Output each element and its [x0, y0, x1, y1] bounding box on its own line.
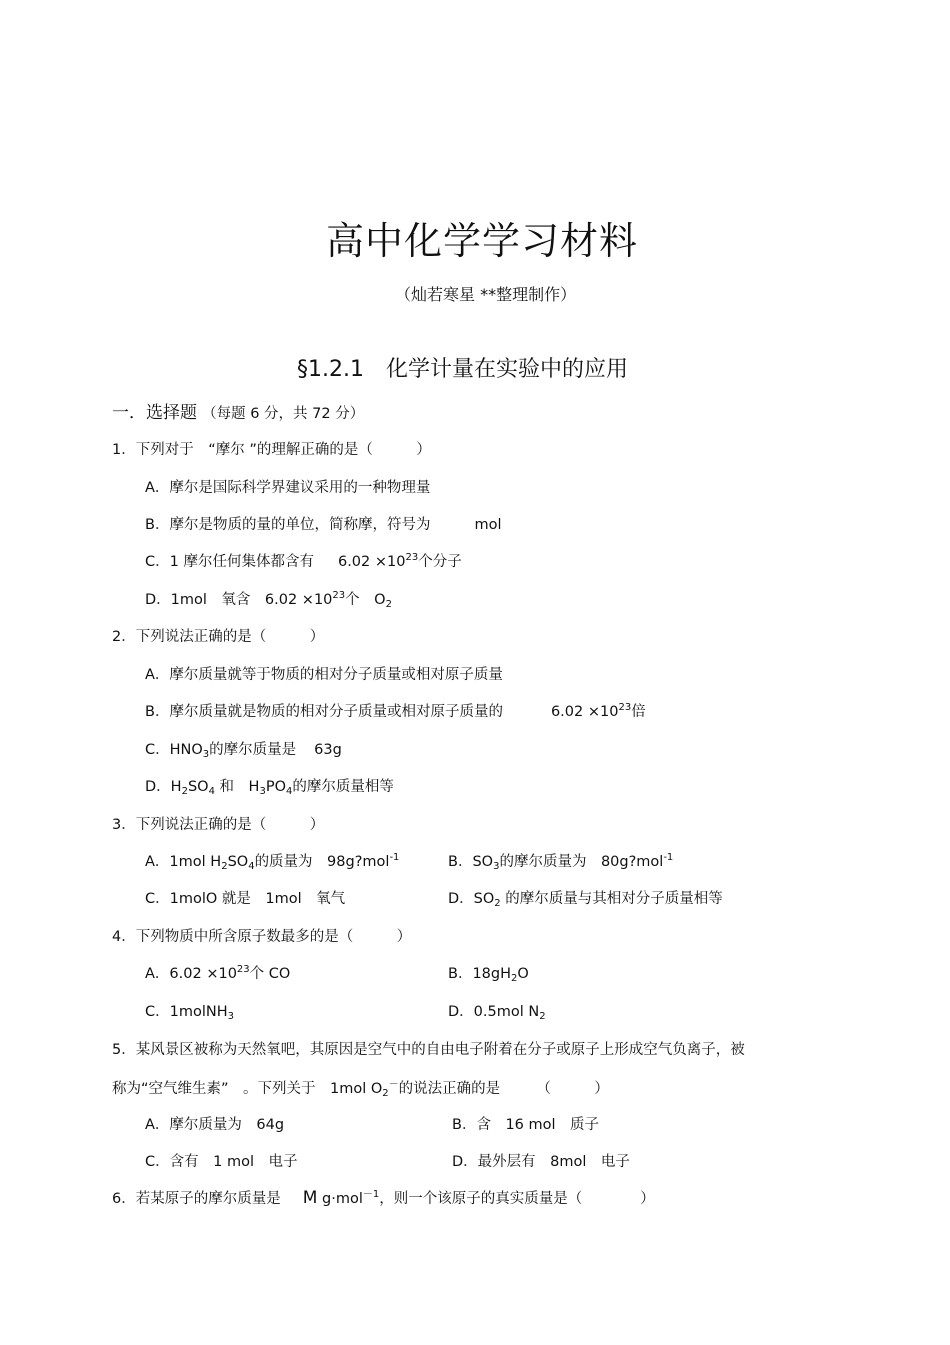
q1-d-text: D．1mol 氧含 6.02 ×10 — [145, 592, 333, 608]
q5-line2-pre: 称为“空气维生素” 。下列关于 1mol O — [112, 1081, 383, 1097]
question-4-option-c — [145, 1000, 234, 1022]
q2-c-subscript: 3 — [202, 749, 210, 760]
q1-c-post: 个分子 — [418, 554, 462, 570]
question-4-option-d — [448, 1000, 546, 1022]
question-1-option-c — [145, 550, 462, 571]
q2-d-part-5: 的摩尔质量相等 — [292, 779, 394, 795]
q4-b-part-1: B．18gH — [448, 966, 512, 982]
q3-a-exponent: -1 — [389, 852, 400, 863]
q2-c-value: 63g — [314, 742, 342, 758]
question-3-option-b — [448, 850, 673, 872]
document-subtitle: （灿若寒星 **整理制作） — [395, 285, 577, 304]
q2-d-sub-2: 4 — [208, 786, 215, 797]
q2-b-exponent: 23 — [618, 702, 632, 713]
q4-b-part-2: O — [517, 966, 529, 982]
q3-a-sub-1: 2 — [221, 861, 228, 872]
q6-stem-post: ，则一个该原子的真实质量是（ ） — [379, 1191, 655, 1207]
question-1-option-a: A．摩尔是国际科学界建议采用的一种物理量 — [145, 480, 431, 496]
q4-d-part-1: D．0.5mol N — [448, 1004, 540, 1020]
q4-c-sub-1: 3 — [227, 1011, 234, 1022]
q2-d-sub-3: 3 — [259, 786, 266, 797]
q5-line2-sub: 2 — [382, 1088, 389, 1099]
q2-b-text: B．摩尔质量就是物质的相对分子质量或相对原子质量的 — [145, 704, 503, 720]
question-1-stem: 1．下列对于 “摩尔 ”的理解正确的是（ ） — [112, 442, 431, 458]
section-title: §1.2.1 化学计量在实验中的应用 — [297, 357, 628, 382]
q1-d-exponent: 23 — [332, 590, 346, 601]
q1-d-subscript: 2 — [385, 599, 392, 610]
q2-d-part-3: 和 H — [214, 779, 260, 795]
q1-b-unit: mol — [474, 517, 502, 533]
q3-d-sub-1: 2 — [494, 898, 501, 909]
q3-b-exponent: -1 — [663, 852, 674, 863]
q5-line2-post: 的说法正确的是 （ ） — [398, 1081, 609, 1097]
question-2-option-c — [145, 738, 342, 760]
q2-b-post: 倍 — [631, 704, 646, 720]
q2-d-sub-4: 4 — [286, 786, 293, 797]
question-5-option-b: B．含 16 mol 质子 — [452, 1117, 600, 1133]
q3-d-part-1: D．SO — [448, 891, 495, 907]
question-6-stem — [112, 1185, 655, 1208]
q3-a-sub-2: 4 — [248, 861, 255, 872]
part-heading — [112, 398, 364, 423]
question-2-option-a: A．摩尔质量就等于物质的相对分子质量或相对原子质量 — [145, 667, 503, 683]
q2-d-part-1: D．H — [145, 779, 182, 795]
q4-a-exponent: 23 — [236, 964, 250, 975]
question-5-option-c: C．含有 1 mol 电子 — [145, 1154, 298, 1170]
question-2-option-d — [145, 775, 394, 797]
q3-a-part-2: SO — [227, 854, 249, 870]
question-1-option-b — [145, 513, 501, 534]
question-3-option-d — [448, 887, 723, 909]
document-title: 高中化学学习材料 — [326, 219, 639, 263]
question-1-option-d — [145, 588, 392, 610]
q3-d-part-2: 的摩尔质量与其相对分子质量相等 — [500, 891, 723, 907]
question-5-stem-line-1: 5．某风景区被称为天然氧吧，其原因是空气中的自由电子附着在分子或原子上形成空气负离子，被 — [112, 1042, 745, 1058]
q2-b-number: 6.02 ×10 — [550, 704, 619, 720]
q2-d-part-2: SO — [187, 779, 209, 795]
q3-b-part-2: 的摩尔质量为 80g?mol — [499, 854, 664, 870]
question-2-stem: 2．下列说法正确的是（ ） — [112, 629, 325, 645]
q3-b-part-1: B．SO — [448, 854, 494, 870]
part-heading-note: （每题 6 分，共 72 分） — [202, 406, 365, 422]
q6-stem-pre: 6．若某原子的摩尔质量是 — [112, 1191, 281, 1207]
q1-c-text: C．1 摩尔任何集体都含有 — [145, 554, 314, 570]
q3-b-sub-1: 3 — [493, 861, 500, 872]
part-heading-label: 一．选择题 — [112, 403, 197, 423]
question-3-stem: 3．下列说法正确的是（ ） — [112, 817, 325, 833]
q4-b-sub-1: 2 — [511, 973, 518, 984]
q1-c-number: 6.02 ×10 — [337, 554, 406, 570]
question-3-option-a — [145, 850, 399, 872]
question-5-option-d: D．最外层有 8mol 电子 — [452, 1154, 630, 1170]
q1-d-mid: 个 O — [345, 592, 386, 608]
question-4-option-a — [145, 962, 290, 983]
q3-a-part-1: A．1mol H — [145, 854, 222, 870]
q1-c-exponent: 23 — [405, 552, 419, 563]
q5-line2-sup: － — [388, 1079, 399, 1090]
q2-d-sub-1: 2 — [181, 786, 188, 797]
q4-a-part-2: 个 CO — [249, 966, 291, 982]
q6-stem-exponent: －1 — [362, 1189, 380, 1200]
question-3-option-c: C．1molO 就是 1mol 氧气 — [145, 891, 346, 907]
question-4-stem: 4．下列物质中所含原子数最多的是（ ） — [112, 929, 412, 945]
q1-b-text: B．摩尔是物质的量的单位，简称摩，符号为 — [145, 517, 431, 533]
q6-stem-m: M — [302, 1188, 318, 1208]
question-5-option-a: A．摩尔质量为 64g — [145, 1117, 285, 1133]
question-2-option-b — [145, 700, 646, 721]
q4-d-sub-1: 2 — [539, 1011, 546, 1022]
question-4-option-b — [448, 962, 529, 984]
q3-a-part-3: 的质量为 98g?mol — [254, 854, 390, 870]
q2-d-part-4: PO — [265, 779, 287, 795]
q4-a-part-1: A．6.02 ×10 — [145, 966, 237, 982]
question-5-stem-line-2 — [112, 1075, 609, 1099]
q2-c-mid: 的摩尔质量是 — [209, 742, 297, 758]
q2-c-text: C．HNO — [145, 742, 203, 758]
q4-c-part-1: C．1molNH — [145, 1004, 228, 1020]
q6-stem-unit: g·mol — [322, 1191, 363, 1207]
